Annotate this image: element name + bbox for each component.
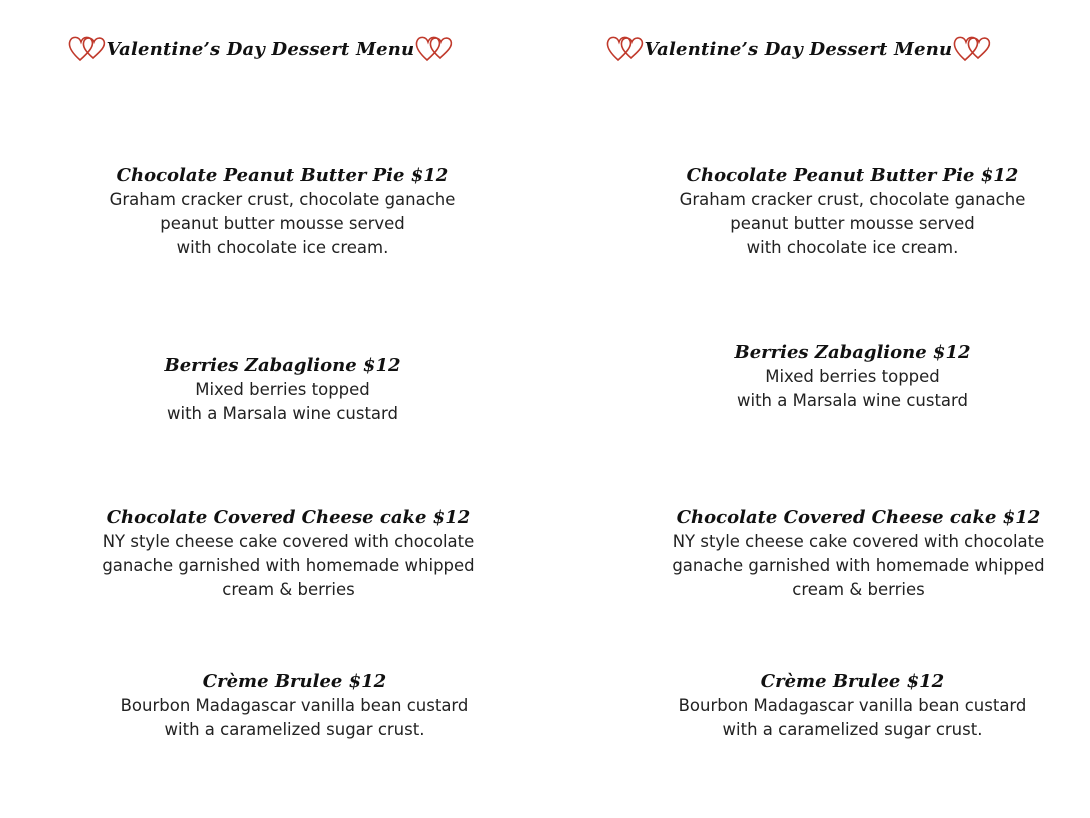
menu-item [16, 506, 561, 602]
menu-item-description: Graham cracker crust, chocolate ganache peanut butter mousse served with chocolate ice cream. [679, 190, 1026, 257]
double-heart-icon [952, 34, 992, 64]
menu-title: Valentine’s Day Dessert Menu [106, 38, 415, 60]
menu-header [0, 34, 533, 64]
menu-item [586, 506, 1090, 602]
menu-item [580, 341, 1090, 413]
menu-item-title: Chocolate Peanut Butter Pie $12 [686, 165, 1019, 186]
menu-item-description: Mixed berries topped with a Marsala wine custard [737, 367, 968, 410]
menu-item-title: Chocolate Peanut Butter Pie $12 [116, 165, 449, 186]
menu-item [580, 164, 1090, 260]
double-heart-icon [605, 34, 645, 64]
double-heart-icon [67, 34, 107, 64]
menu-card-right [545, 0, 1090, 818]
menu-item-title: Crème Brulee $12 [760, 671, 945, 692]
double-heart-icon [414, 34, 454, 64]
menu-item-description: Mixed berries topped with a Marsala wine custard [167, 380, 398, 423]
menu-item [10, 164, 555, 260]
menu-item [22, 670, 567, 742]
menu-item-description: NY style cheese cake covered with chocolate ganache garnished with homemade whipped cream & berries [102, 532, 475, 599]
menu-item-title: Berries Zabaglione $12 [164, 355, 401, 376]
menu-title: Valentine’s Day Dessert Menu [644, 38, 953, 60]
menu-item [580, 670, 1090, 742]
menu-item-description: Graham cracker crust, chocolate ganache peanut butter mousse served with chocolate ice cream. [109, 190, 456, 257]
menu-item-title: Berries Zabaglione $12 [734, 342, 971, 363]
menu-item-description: Bourbon Madagascar vanilla bean custard with a caramelized sugar crust. [678, 696, 1027, 739]
menu-item [10, 354, 555, 426]
menu-item-title: Chocolate Covered Cheese cake $12 [676, 507, 1041, 528]
menu-item-description: NY style cheese cake covered with chocolate ganache garnished with homemade whipped cream & berries [672, 532, 1045, 599]
menu-item-title: Crème Brulee $12 [202, 671, 387, 692]
menu-item-description: Bourbon Madagascar vanilla bean custard with a caramelized sugar crust. [120, 696, 469, 739]
menu-header [526, 34, 1071, 64]
menu-item-title: Chocolate Covered Cheese cake $12 [106, 507, 471, 528]
